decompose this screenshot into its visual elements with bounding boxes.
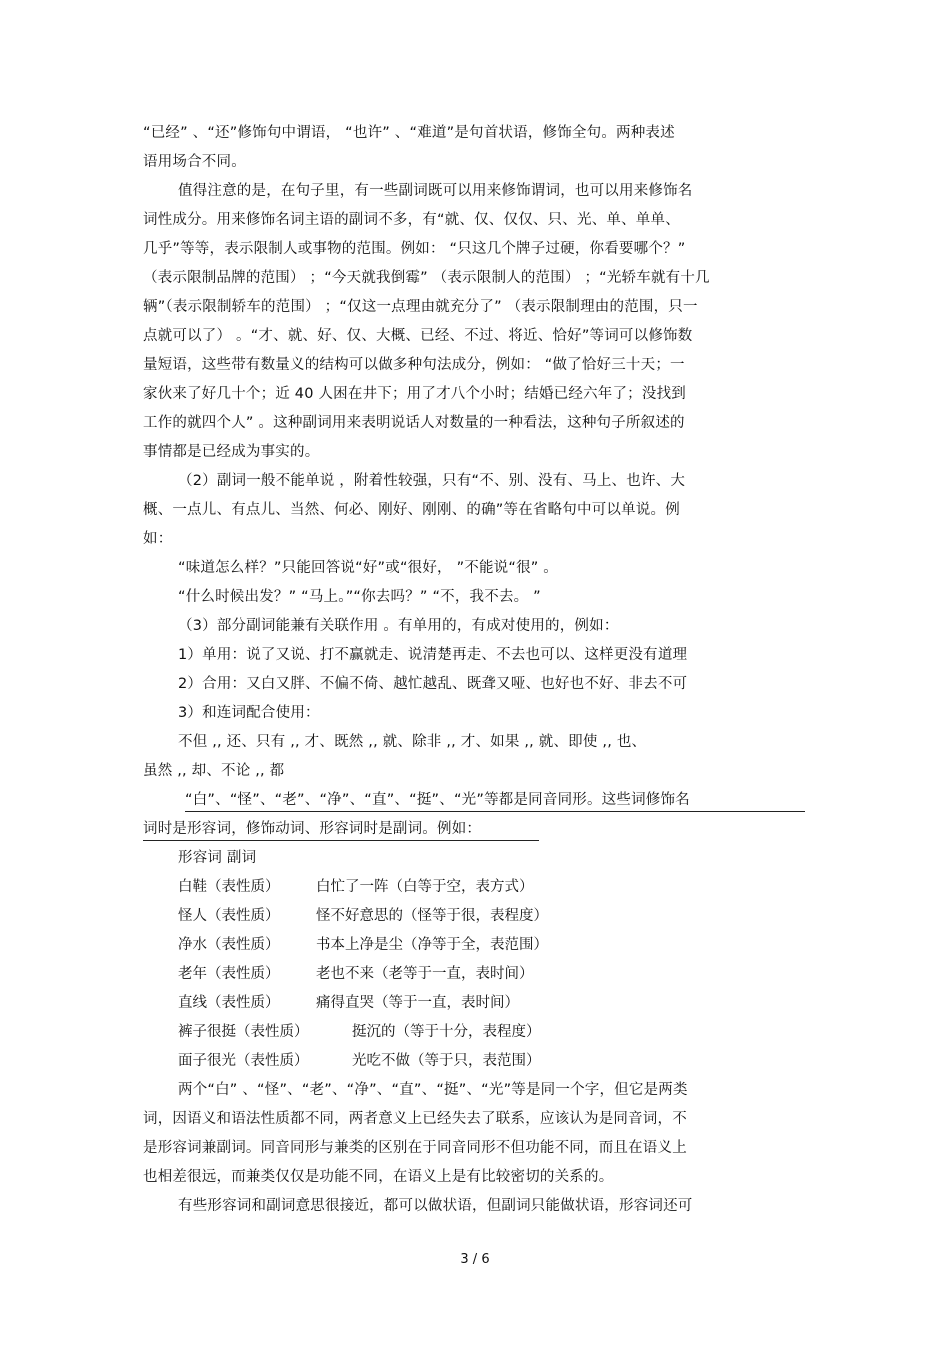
text-line: 3）和连词配合使用： — [178, 705, 320, 721]
text-line: 点就可以了） 。“才、就、好、仅、大概、已经、不过、将近、恰好”等词可以修饰数 — [143, 328, 693, 344]
text-line: （3）部分副词能兼有关联作用 。有单用的，有成对使用的，例如： — [178, 618, 619, 634]
table-cell-adverb: 怪不好意思的（怪等于很，表程度） — [316, 908, 548, 924]
text-line: 词，因语义和语法性质都不同，两者意义上已经失去了联系，应该认为是同音词，不 — [143, 1111, 687, 1127]
text-line: 不但 ,, 还、只有 ,, 才、既然 ,, 就、除非 ,, 才、如果 ,, 就、即使 ,, 也、 — [178, 734, 647, 750]
text-line: 是形容词兼副词。同音同形与兼类的区别在于同音同形不但功能不同，而且在语义上 — [143, 1140, 687, 1156]
table-header: 形容词 副词 — [178, 850, 257, 866]
text-line: （2）副词一般不能单说 ，附着性较强，只有“不、别、没有、马上、也许、大 — [178, 473, 686, 489]
text-line: 词性成分。用来修饰名词主语的副词不多，有“就、仅、仅仅、只、光、单、单单、 — [143, 212, 680, 228]
table-cell-adverb: 老也不来（老等于一直，表时间） — [316, 966, 534, 982]
text-line: 语用场合不同。 — [143, 154, 246, 170]
table-cell-adjective: 面子很光（表性质） — [178, 1053, 309, 1069]
table-cell-adverb: 书本上净是尘（净等于全，表范围） — [316, 937, 548, 953]
table-cell-adverb: 挺沉的（等于十分，表程度） — [352, 1024, 541, 1040]
text-line: 虽然 ,, 却、不论 ,, 都 — [143, 763, 285, 779]
table-cell-adjective: 白鞋（表性质） — [178, 879, 280, 895]
text-line: 事情都是已经成为事实的。 — [143, 444, 320, 460]
text-line: （表示限制品牌的范围） ；“今天就我倒霉” （表示限制人的范围） ；“光轿车就有十几 — [143, 270, 710, 286]
table-cell-adjective: 直线（表性质） — [178, 995, 280, 1011]
underlined-line: “白”、“怪”、“老”、“净”、“直”、“挺”、“光”等都是同音同形。这些词修饰名 — [185, 790, 805, 812]
text-line: 值得注意的是，在句子里，有一些副词既可以用来修饰谓词，也可以用来修饰名 — [178, 183, 693, 199]
table-cell-adjective: 老年（表性质） — [178, 966, 280, 982]
text-line: 1）单用：说了又说、打不赢就走、说清楚再走、不去也可以、这样更没有道理 — [178, 647, 688, 663]
page-number: 3 / 6 — [460, 1252, 490, 1267]
text-line: 两个“白” 、“怪”、“老”、“净”、“直”、“挺”、“光”等是同一个字，但它是两类 — [178, 1082, 688, 1098]
text-line: “味道怎么样？”只能回答说“好”或“很好， ”不能说“很” 。 — [178, 560, 559, 576]
table-cell-adjective: 怪人（表性质） — [178, 908, 280, 924]
text-line: 工作的就四个人” 。这种副词用来表明说话人对数量的一种看法，这种句子所叙述的 — [143, 415, 685, 431]
text-line: 辆”（表示限制轿车的范围） ；“仅这一点理由就充分了” （表示限制理由的范围，只一 — [143, 299, 698, 315]
text-line: 量短语，这些带有数量义的结构可以做多种句法成分，例如： “做了恰好三十天；一 — [143, 357, 685, 373]
text-line: 几乎”等等，表示限制人或事物的范围。例如： “只这几个牌子过硬，你看要哪个？” — [143, 241, 686, 257]
text-line: 如： — [143, 531, 173, 547]
table-cell-adverb: 痛得直哭（等于一直，表时间） — [316, 995, 519, 1011]
text-line: 2）合用：又白又胖、不偏不倚、越忙越乱、既聋又哑、也好也不好、非去不可 — [178, 676, 688, 692]
text-line: 有些形容词和副词意思很接近，都可以做状语，但副词只能做状语，形容词还可 — [178, 1198, 693, 1214]
text-line: 概、一点儿、有点儿、当然、何必、刚好、刚刚、的确”等在省略句中可以单说。例 — [143, 502, 680, 518]
text-line: “已经” 、“还”修饰句中谓语， “也许” 、“难道”是句首状语，修饰全句。两种表述 — [143, 125, 675, 141]
text-line: 也相差很远，而兼类仅仅是功能不同，在语义上是有比较密切的关系的。 — [143, 1169, 614, 1185]
table-cell-adverb: 白忙了一阵（白等于空，表方式） — [316, 879, 534, 895]
text-line: “什么时候出发？” “马上。”“你去吗？” “不，我不去。 ” — [178, 589, 541, 605]
text-line: 家伙来了好几十个；近 40 人困在井下；用了才八个小时；结婚已经六年了；没找到 — [143, 386, 686, 402]
table-cell-adjective: 净水（表性质） — [178, 937, 280, 953]
table-cell-adjective: 裤子很挺（表性质） — [178, 1024, 309, 1040]
underlined-line: 词时是形容词，修饰动词、形容词时是副词。例如： — [143, 819, 539, 841]
table-cell-adverb: 光吃不做（等于只，表范围） — [352, 1053, 541, 1069]
